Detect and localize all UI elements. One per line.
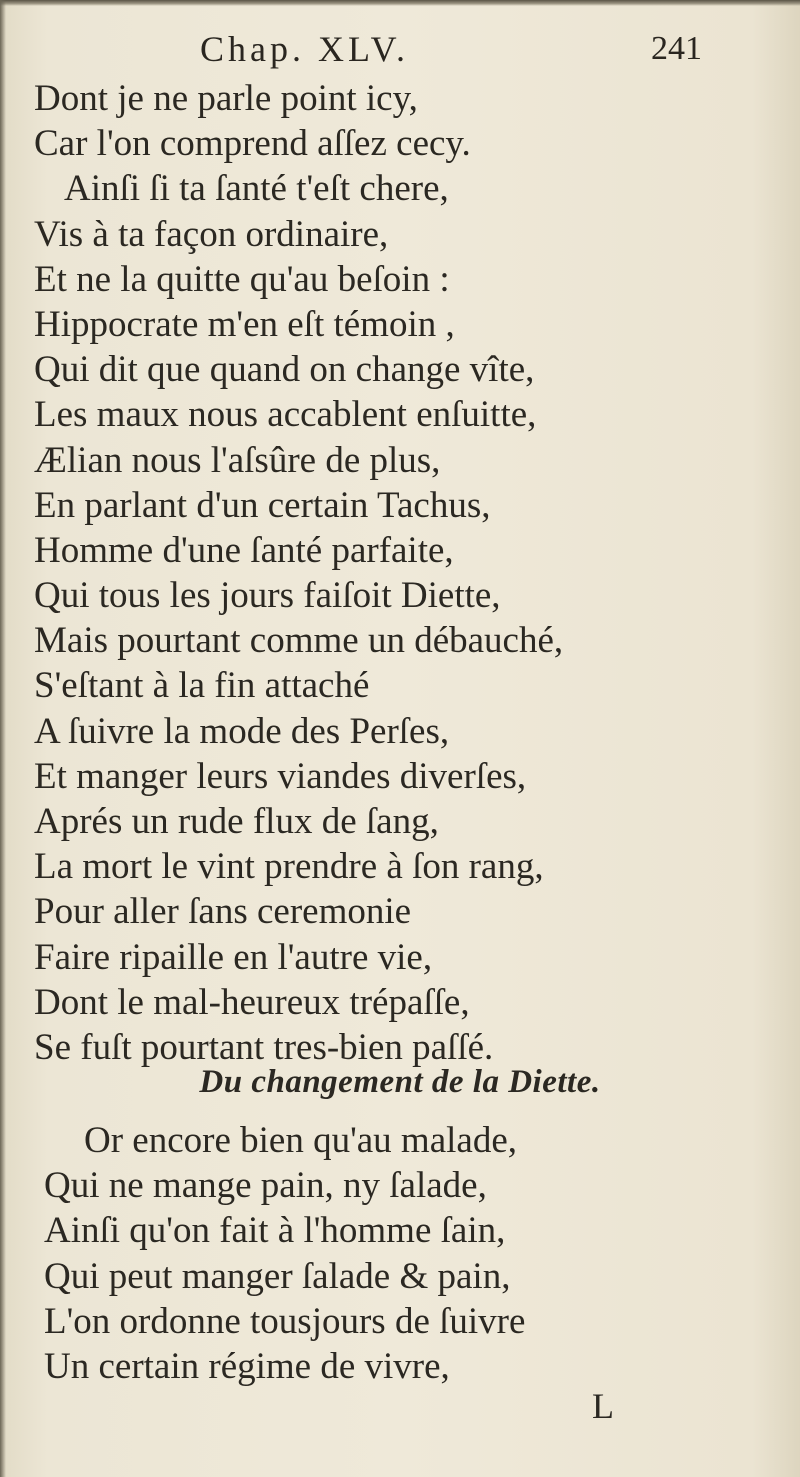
- verse-line: Qui ne mange pain, ny ſalade,: [44, 1165, 487, 1207]
- verse-line: Se fuſt pourtant tres-bien paſſé.: [34, 1026, 494, 1068]
- verse-line: Pour aller ſans ceremonie: [34, 891, 412, 933]
- verse-line: Qui tous les jours faiſoit Diette,: [34, 575, 501, 617]
- page-top-edge: [0, 0, 800, 6]
- chapter-title: Chap. XLV.: [200, 29, 410, 69]
- verse-line: Qui dit que quand on change vîte,: [34, 349, 535, 391]
- verse-line: S'eſtant à la fin attaché: [34, 665, 370, 707]
- verse-line: Dont je ne parle point icy,: [34, 78, 418, 119]
- catchword: L: [592, 1386, 614, 1426]
- section-heading: Du changement de la Diette.: [199, 1064, 601, 1100]
- verse-line: Aprés un rude flux de ſang,: [34, 801, 439, 842]
- page-gutter-shadow: [0, 0, 6, 1477]
- verse-line: Vis à ta façon ordinaire,: [34, 213, 389, 255]
- verse-line: Ainſi ſi ta ſanté t'eſt chere,: [64, 168, 449, 210]
- verse-line: Et ne la quitte qu'au beſoin :: [34, 258, 450, 300]
- verse-line: Or encore bien qu'au malade,: [84, 1120, 517, 1161]
- verse-line: Dont le mal-heureux trépaſſe,: [34, 981, 470, 1023]
- verse-line: Un certain régime de vivre,: [44, 1345, 450, 1387]
- poem-block: [34, 76, 774, 1070]
- verse-line: Ælian nous l'aſsûre de plus,: [34, 439, 441, 481]
- verse-line: Homme d'une ſanté parfaite,: [34, 529, 454, 571]
- verse-line: Ainſi qu'on fait à l'homme ſain,: [44, 1210, 506, 1252]
- verse-line: Mais pourtant comme un débauché,: [34, 620, 564, 662]
- verse-line: Faire ripaille en l'autre vie,: [34, 936, 433, 978]
- running-head: [0, 22, 800, 72]
- verse-line: Et manger leurs viandes diverſes,: [34, 755, 527, 797]
- verse-line: L'on ordonne tousjours de ſuivre: [44, 1300, 526, 1342]
- page-number: 241: [651, 30, 702, 67]
- verse-line: Hippocrate m'en eſt témoin ,: [34, 303, 455, 345]
- verse-line: En parlant d'un certain Tachus,: [34, 484, 491, 526]
- verse-line: Car l'on comprend aſſez cecy.: [34, 123, 471, 165]
- verse-line: La mort le vint prendre à ſon rang,: [34, 846, 544, 888]
- verse-line: Les maux nous accablent enſuitte,: [34, 394, 537, 436]
- section-poem-block: [44, 1118, 784, 1389]
- verse-line: A ſuivre la mode des Perſes,: [34, 710, 450, 752]
- verse-line: Qui peut manger ſalade & pain,: [44, 1255, 511, 1297]
